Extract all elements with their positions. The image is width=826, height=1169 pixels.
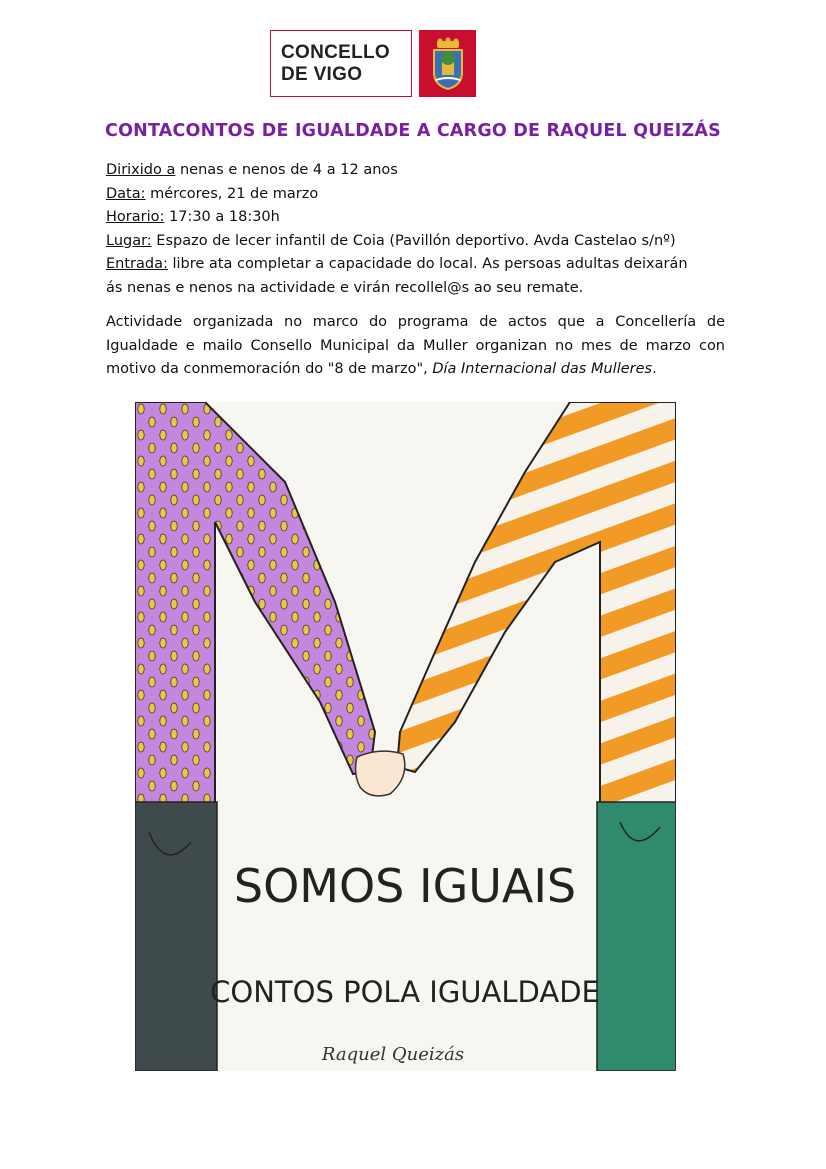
detail-audience <box>106 159 726 183</box>
detail-value: mércores, 21 de marzo <box>145 185 319 202</box>
logo-line-1: CONCELLO <box>281 41 391 63</box>
detail-value: libre ata completar a capacidade do local. As persoas adultas deixarán <box>167 256 688 272</box>
page-title: CONTACONTOS DE IGUALDADE A CARGO DE RAQUEL QUEIZÁS <box>105 121 721 141</box>
detail-entry-continued <box>106 277 726 301</box>
cover-title: SOMOS IGUAIS <box>233 859 577 913</box>
detail-label: Lugar: <box>106 232 152 249</box>
detail-label: Entrada: <box>106 256 168 272</box>
detail-place <box>106 230 726 254</box>
detail-value: Espazo de lecer infantil de Coia (Pavillón deportivo. Avda Castelao s/nº) <box>151 232 676 249</box>
description-paragraph <box>106 311 725 382</box>
event-details <box>106 159 726 300</box>
paragraph-text: Actividade organizada no marco do programa de actos que a Concellería de Igualdade e mailo Consello Municipal da Muller organizan no mes de marzo con motivo da conmemoración do "8 de marzo", <box>106 314 725 377</box>
cover-author: Raquel Queizás <box>321 1044 465 1065</box>
paragraph-end: . <box>652 361 657 377</box>
detail-label: Dirixido a <box>106 162 176 178</box>
book-cover-image <box>135 402 676 1071</box>
concello-de-vigo-logo <box>270 30 412 97</box>
detail-time <box>106 206 726 230</box>
book-cover-illustration <box>135 402 676 1071</box>
paragraph-emphasis: Día Internacional das Mulleres <box>432 361 653 377</box>
detail-value: nenas e nenos de 4 a 12 anos <box>175 162 398 178</box>
cover-subtitle: CONTOS POLA IGUALDADE <box>210 975 600 1009</box>
detail-value: ás nenas e nenos na actividade e virán recollel@s ao seu remate. <box>106 279 584 296</box>
detail-label: Horario: <box>106 209 165 225</box>
detail-value: 17:30 a 18:30h <box>164 209 280 225</box>
detail-date <box>106 183 726 207</box>
logo-line-2: DE VIGO <box>281 63 363 85</box>
coat-of-arms-icon <box>419 30 476 97</box>
detail-entry <box>106 253 726 277</box>
detail-label: Data: <box>106 185 146 202</box>
